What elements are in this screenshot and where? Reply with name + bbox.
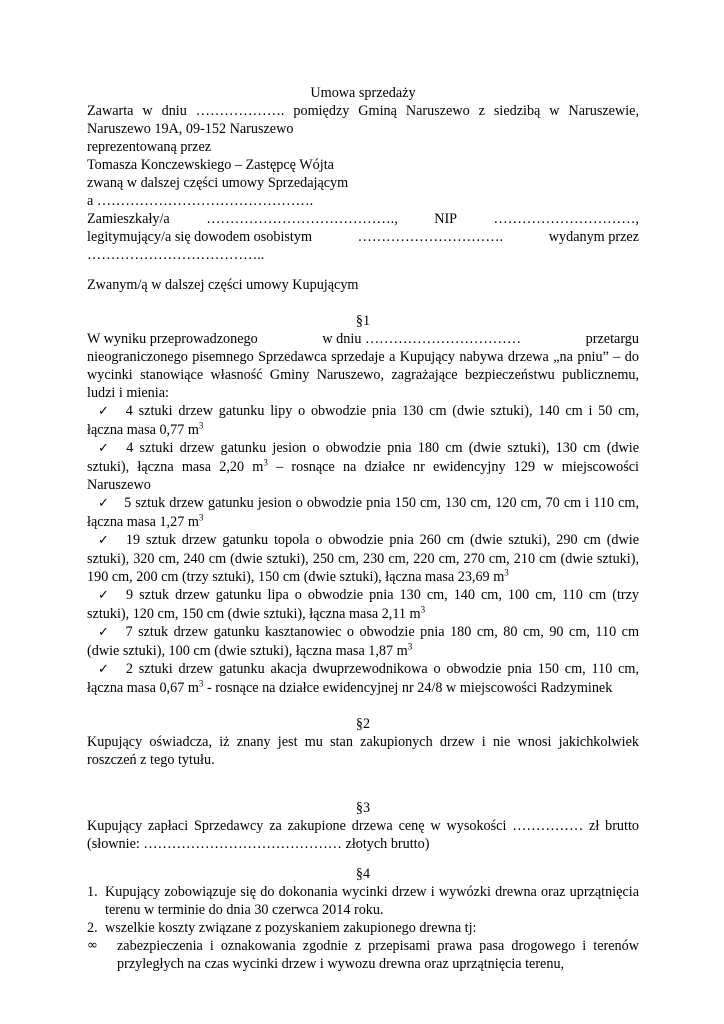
section-2-text: Kupujący oświadcza, iż znany jest mu stan zakupionych drzew i nie wnosi jakichkolwiek roszczeń z tego tytułu. [87,734,639,768]
obligation-item [87,919,639,937]
header-line-4: Tomasza Konczewskiego – Zastępcę Wójta [87,157,334,173]
section-3-heading: §3 [355,800,371,816]
tree-list-item: ✓ 2 sztuki drzew gatunku akacja dwuprzewodnikowa o obwodzie pnia 150 cm, 110 cm, łączna masa 0,67 $m^3$ - rosnące na działce ewidencyjnej nr 24/8 w miejscowości Radzyminek [87,661,639,696]
checkmark-icon: ✓ [98,404,109,419]
id-blank: …………………………. [357,229,504,245]
intro-part-a: W wyniku przeprowadzonego [87,331,258,347]
item-text: wszelkie koszty związane z pozyskaniem zakupionego drewna tj: [105,920,477,936]
header-line-5: zwaną w dalszej części umowy Sprzedającym [87,175,349,191]
header-line-1: Zawarta w dniu ………………. pomiędzy Gminą Naruszewo z siedzibą w Naruszewie, [87,103,639,119]
section-1-intro-line [87,330,639,348]
sub-item-text: zabezpieczenia i oznakowania zgodnie z przepisami prawa pasa drogowego i terenów przyległych na czas wycinki drzew i wywozu drewna oraz uprzątnięcia terenu, [117,938,639,972]
checkmark-icon: ✓ [98,662,109,677]
section-2-heading: §2 [355,716,371,732]
document-title: Umowa sprzedaży [310,85,416,101]
header-line-2: Naruszewo 19A, 09-152 Naruszewo [87,121,294,137]
contract-document [87,84,639,973]
infinity-bullet-icon: ∞ [87,938,98,953]
checkmark-icon: ✓ [98,496,109,511]
checkmark-icon: ✓ [98,441,109,456]
residence-blank: …………………………………., [206,211,398,227]
residence-line [87,210,639,228]
tree-list-item: ✓ 19 sztuk drzew gatunku topola o obwodzie pnia 260 cm (dwie sztuki), 290 cm (dwie sztuki), 320 cm, 240 cm (dwie sztuki), 250 cm, 230 cm, 220 cm, 270 cm, 210 cm (dwie sztuki), 190 cm, 200 cm (trzy sztuki), 150 cm (dwie sztuki), łączna masa 23,69 $m^3$ [87,532,639,585]
intro-part-c: przetargu [585,331,639,347]
nip-label: NIP [434,211,458,227]
header-line-6: a ………………………………………. [87,193,314,209]
residence-label: Zamieszkały/a [87,211,170,227]
section-3-line-1: Kupujący zapłaci Sprzedawcy za zakupione drzewa cenę w wysokości …………… zł brutto [87,818,639,834]
issued-by-label: wydanym przez [548,229,639,245]
buyer-definition: Zwanym/ą w dalszej części umowy Kupującym [87,277,359,293]
cost-sub-item [87,937,639,973]
tree-list-item: ✓ 7 sztuk drzew gatunku kasztanowiec o obwodzie pnia 180 cm, 80 cm, 90 cm, 110 cm (dwie sztuki), 100 cm (dwie sztuki), łączna masa 1,87 $m^3$ [87,624,640,659]
header-line-3: reprezentowaną przez [87,139,212,155]
checkmark-icon: ✓ [98,625,109,640]
issued-by-blank: ……………………………….. [87,247,265,263]
tree-list [87,402,639,697]
section-3-line-2: (słownie: …………………………………… złotych brutto) [87,836,430,852]
section-1-intro: nieograniczonego pisemnego Sprzedawca sprzedaje a Kupujący nabywa drzewa „na pniu” – do wycinki stanowiące własność Gminy Naruszewo, zagrażające bezpieczeństwu publicznemu, ludzi i mienia: [87,349,639,401]
section-4-heading: §4 [355,866,371,882]
section-1-heading: §1 [355,313,371,329]
intro-part-b: w dniu …………………………… [322,331,522,347]
id-line [87,228,639,246]
item-text: Kupujący zobowiązuje się do dokonania wycinki drzew i wywózki drewna oraz uprzątnięcia terenu w terminie do dnia 30 czerwca 2014 roku. [105,884,639,918]
nip-blank: …………………………, [493,211,639,227]
item-number: 2. [87,920,98,936]
checkmark-icon: ✓ [98,533,109,548]
checkmark-icon: ✓ [98,588,109,603]
tree-list-item: ✓ 9 sztuk drzew gatunku lipa o obwodzie pnia 130 cm, 140 cm, 100 cm, 110 cm (trzy sztuki), 120 cm, 150 cm (dwie sztuki), łączna masa 2,11 $m^3$ [87,587,640,622]
tree-list-item: ✓ 4 sztuki drzew gatunku jesion o obwodzie pnia 180 cm (dwie sztuki), 130 cm (dwie sztuki), łączna masa 2,20 $m^3$ – rosnące na działce nr ewidencyjny 129 w miejscowości Naruszewo [87,440,640,493]
item-number: 1. [87,884,98,900]
tree-list-item: ✓ 5 sztuk drzew gatunku jesion o obwodzie pnia 150 cm, 130 cm, 120 cm, 70 cm i 110 cm, łączna masa 1,27 $m^3$ [87,495,639,530]
obligation-item [87,883,639,919]
tree-list-item: ✓ 4 sztuki drzew gatunku lipy o obwodzie pnia 130 cm (dwie sztuki), 140 cm i 50 cm, łączna masa 0,77 $m^3$ [87,403,640,438]
id-label: legitymujący/a się dowodem osobistym [87,229,312,245]
